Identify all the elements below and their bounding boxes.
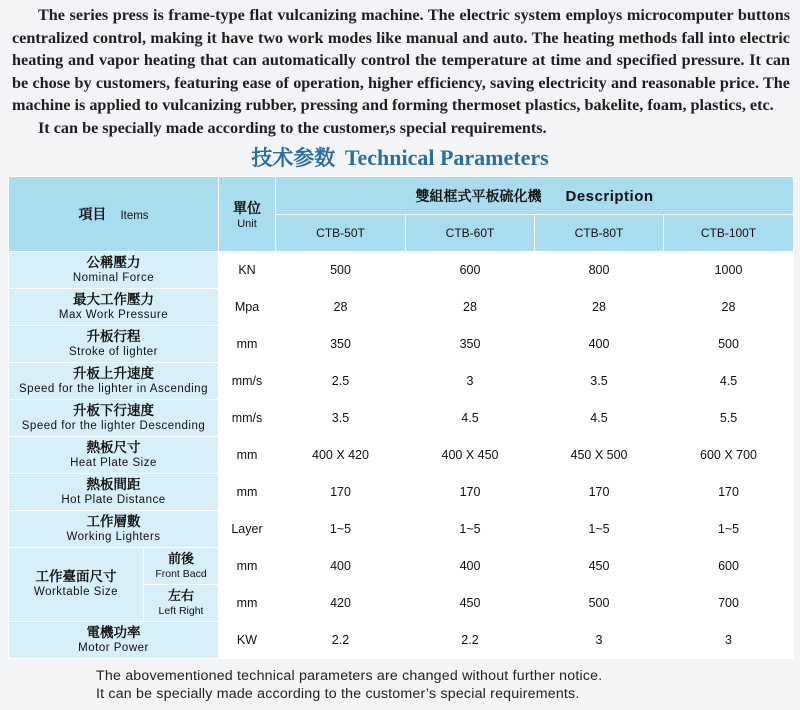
row-value: 28 [276, 289, 406, 326]
row-label-cn: 升板行程 [86, 328, 141, 345]
section-title-cn: 技术参数 [251, 146, 336, 170]
row-unit: Layer [219, 511, 276, 548]
row-unit: mm [219, 326, 276, 363]
row-label-en: Heat Plate Size [70, 456, 157, 469]
row-value: 700 [664, 585, 794, 622]
row-value: 2.5 [276, 363, 406, 400]
row-value: 3 [664, 622, 794, 659]
worktable-front-en: Front Bacd [155, 567, 207, 580]
row-label-cn: 工作層數 [86, 513, 141, 530]
row-label-en: Nominal Force [72, 271, 155, 284]
row-label [9, 511, 219, 548]
row-label [9, 400, 219, 437]
model-header: CTB-100T [664, 215, 794, 252]
row-label-cn: 升板下行速度 [73, 402, 154, 419]
worktable-left-en: Left Right [158, 604, 204, 617]
row-value: 170 [406, 474, 535, 511]
row-value: 600 [406, 252, 535, 289]
row-value: 4.5 [406, 400, 535, 437]
table-row [9, 363, 794, 400]
worktable-sublabel [144, 585, 219, 622]
intro-paragraph-2: It can be specially made according to the customer,s special requirements. [38, 118, 547, 137]
worktable-label-en: Worktable Size [33, 586, 119, 598]
row-unit: mm/s [219, 400, 276, 437]
row-label-cn: 熱板尺寸 [86, 439, 141, 456]
items-header [9, 177, 219, 252]
row-value: 400 X 450 [406, 437, 535, 474]
row-label-en: Speed for the lighter Descending [21, 419, 206, 432]
row-value: 420 [276, 585, 406, 622]
footer-line-1: The abovementioned technical parameters are changed without further notice. [96, 668, 603, 684]
row-unit: mm [219, 548, 276, 585]
row-label [9, 363, 219, 400]
row-value: 450 [535, 548, 664, 585]
row-value: 400 [406, 548, 535, 585]
row-unit: KW [219, 622, 276, 659]
section-title [0, 142, 800, 172]
table-row [9, 474, 794, 511]
footer-note [96, 667, 786, 703]
row-label-en: Hot Plate Distance [61, 493, 166, 506]
worktable-label [9, 548, 144, 622]
intro-paragraph-1: The series press is frame-type flat vulcanizing machine. The electric system employs microcomputer buttons centralized control, making it have two work modes like manual and auto. The heating methods fall into electric heating and vapor heating that can automatically control the temperature at time and specified pressure. It can be chose by customers, featuring ease of operation, higher efficiency, saving electricity and reasonable price. The machine is applied to vulcanizing rubber, pressing and forming thermoset plastics, bakelite, foam, plastics, etc. [12, 6, 790, 114]
table-row [9, 326, 794, 363]
row-value: 1000 [664, 252, 794, 289]
row-label-en: Stroke of lighter [68, 345, 159, 358]
row-value: 450 [406, 585, 535, 622]
row-value: 500 [535, 585, 664, 622]
row-label [9, 474, 219, 511]
row-value: 450 X 500 [535, 437, 664, 474]
row-value: 350 [276, 326, 406, 363]
row-value: 600 X 700 [664, 437, 794, 474]
table-row [9, 400, 794, 437]
row-value: 1~5 [664, 511, 794, 548]
table-row [9, 548, 794, 585]
row-label-cn: 電機功率 [86, 624, 141, 641]
row-value: 28 [406, 289, 535, 326]
table-row [9, 622, 794, 659]
row-label [9, 289, 219, 326]
row-value: 400 [535, 326, 664, 363]
row-unit: mm [219, 437, 276, 474]
worktable-left-cn: 左右 [167, 588, 194, 604]
row-value: 28 [664, 289, 794, 326]
items-header-cn: 項目 [78, 207, 107, 223]
row-value: 600 [664, 548, 794, 585]
unit-header-en: Unit [237, 218, 257, 230]
row-value: 2.2 [406, 622, 535, 659]
row-value: 170 [664, 474, 794, 511]
row-value: 1~5 [535, 511, 664, 548]
row-unit: mm/s [219, 363, 276, 400]
description-header-en: Description [565, 187, 654, 205]
row-label [9, 437, 219, 474]
row-label-en: Working Lighters [66, 530, 161, 543]
row-label-cn: 公稱壓力 [86, 254, 141, 271]
row-value: 2.2 [276, 622, 406, 659]
row-value: 350 [406, 326, 535, 363]
table-row [9, 437, 794, 474]
row-value: 170 [535, 474, 664, 511]
row-label-cn: 升板上升速度 [73, 365, 154, 382]
row-label-cn: 熱板間距 [86, 476, 141, 493]
row-value: 3.5 [535, 363, 664, 400]
items-header-en: Items [120, 210, 149, 222]
unit-header-cn: 單位 [233, 201, 261, 217]
row-value: 400 X 420 [276, 437, 406, 474]
row-label [9, 622, 219, 659]
row-value: 4.5 [664, 363, 794, 400]
row-label-en: Motor Power [78, 641, 149, 654]
model-header: CTB-80T [535, 215, 664, 252]
row-label-en: Max Work Pressure [58, 308, 169, 321]
row-unit: KN [219, 252, 276, 289]
row-label-en: Speed for the lighter in Ascending [19, 382, 208, 395]
intro-text [12, 4, 790, 139]
worktable-label-cn: 工作臺面尺寸 [35, 569, 117, 585]
row-value: 1~5 [276, 511, 406, 548]
table-row [9, 252, 794, 289]
row-value: 3 [535, 622, 664, 659]
footer-line-2: It can be specially made according to the customer’s special requirements. [96, 686, 580, 702]
model-header: CTB-50T [276, 215, 406, 252]
row-value: 4.5 [535, 400, 664, 437]
worktable-sublabel [144, 548, 219, 585]
row-value: 3.5 [276, 400, 406, 437]
unit-header [219, 177, 276, 252]
row-value: 500 [276, 252, 406, 289]
row-unit: mm [219, 585, 276, 622]
row-label [9, 326, 219, 363]
row-value: 170 [276, 474, 406, 511]
row-value: 28 [535, 289, 664, 326]
technical-parameters-table [8, 176, 794, 659]
model-header: CTB-60T [406, 215, 535, 252]
row-value: 400 [276, 548, 406, 585]
row-value: 1~5 [406, 511, 535, 548]
row-label-cn: 最大工作壓力 [73, 291, 154, 308]
section-title-en: Technical Parameters [344, 145, 549, 170]
worktable-front-cn: 前後 [167, 551, 194, 567]
row-label [9, 252, 219, 289]
description-header-cn: 雙組框式平板硫化機 [415, 188, 542, 205]
table-row [9, 511, 794, 548]
table-row [9, 289, 794, 326]
row-value: 800 [535, 252, 664, 289]
description-header [276, 177, 794, 215]
row-unit: Mpa [219, 289, 276, 326]
row-value: 3 [406, 363, 535, 400]
row-unit: mm [219, 474, 276, 511]
row-value: 5.5 [664, 400, 794, 437]
row-value: 500 [664, 326, 794, 363]
